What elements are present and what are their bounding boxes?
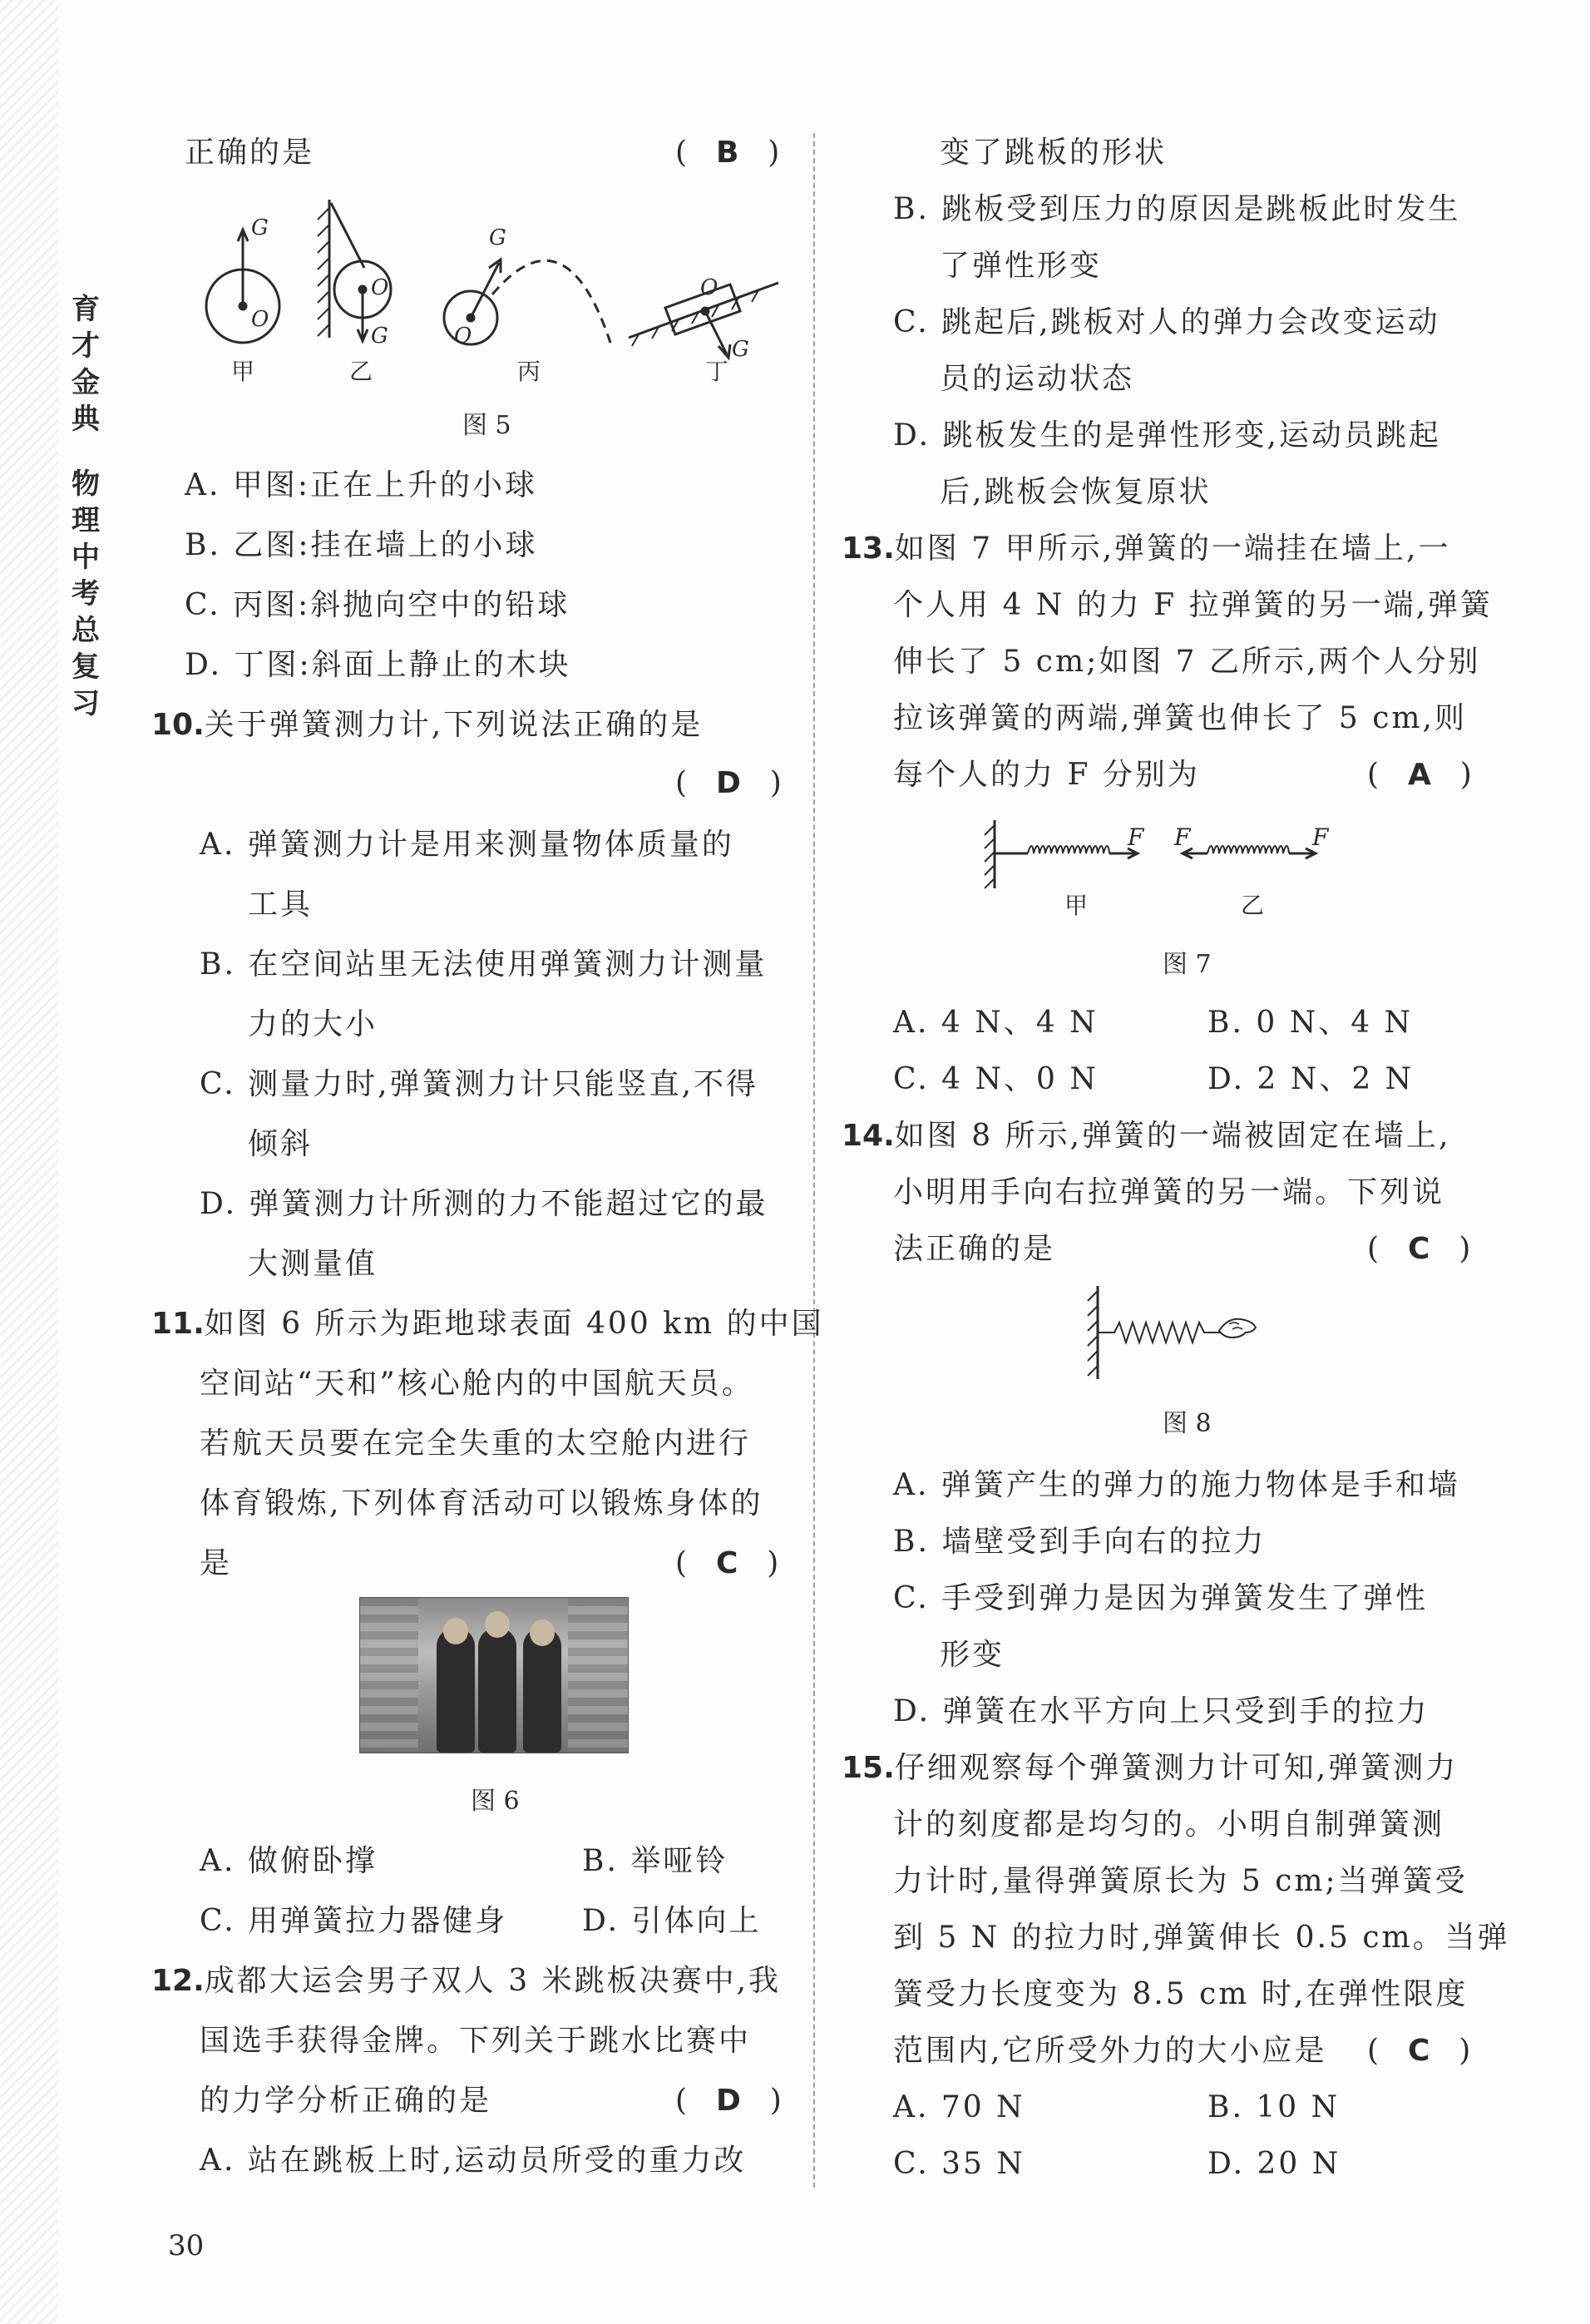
q12-stem-line-2: 国选手获得金牌。下列关于跳水比赛中: [200, 2024, 752, 2058]
figure-5-caption: 图 5: [462, 411, 511, 440]
q13-option-b[interactable]: B. 0 N、4 N: [1207, 1006, 1414, 1040]
q11-option-b[interactable]: B. 举哑铃: [582, 1844, 728, 1878]
q13-stem-line-2: 个人用 4 N 的力 F 拉弹簧的另一端,弹簧: [893, 588, 1494, 622]
q14-option-c-cont: 形变: [940, 1638, 1005, 1672]
q15-option-a[interactable]: A. 70 N: [893, 2090, 1025, 2124]
q10-option-a[interactable]: A. 弹簧测力计是用来测量物体质量的: [200, 828, 734, 862]
q15-stem-line-4: 到 5 N 的拉力时,弹簧伸长 0.5 cm。当弹: [893, 1921, 1510, 1955]
q10-option-b[interactable]: B. 在空间站里无法使用弹簧测力计测量: [200, 947, 768, 982]
q15-stem-line-3: 力计时,量得弹簧原长为 5 cm;当弹簧受: [893, 1864, 1468, 1898]
q12-stem-line-3: 的力学分析正确的是: [200, 2084, 492, 2118]
q15-option-d[interactable]: D. 20 N: [1207, 2147, 1341, 2181]
q11-answer: ( C ): [675, 1546, 783, 1580]
q15-stem-line-6: 范围内,它所受外力的大小应是: [893, 2034, 1327, 2068]
svg-text:G: G: [251, 215, 269, 240]
q13-stem-line-1: 13.如图 7 甲所示,弹簧的一端挂在墙上,一: [842, 532, 1451, 566]
spine-pattern: [0, 0, 58, 2324]
q11-stem-line-3: 若航天员要在完全失重的太空舱内进行: [200, 1427, 752, 1461]
svg-text:G: G: [732, 337, 749, 362]
svg-text:F: F: [1174, 823, 1191, 851]
q9-answer: ( B ): [675, 136, 783, 170]
figure-5: [183, 191, 782, 408]
q12-answer: ( D ): [675, 2084, 785, 2118]
q13-option-d[interactable]: D. 2 N、2 N: [1207, 1062, 1415, 1096]
q13-stem-line-5: 每个人的力 F 分别为: [893, 758, 1200, 792]
q15-option-c[interactable]: C. 35 N: [893, 2147, 1025, 2181]
svg-text:F: F: [1312, 823, 1329, 851]
q15-stem-line-1: 15.仔细观察每个弹簧测力计可知,弹簧测力: [842, 1751, 1459, 1785]
q11-stem-line-2: 空间站“天和”核心舱内的中国航天员。: [200, 1367, 754, 1401]
svg-text:O: O: [371, 275, 389, 300]
figure-7-caption: 图 7: [1163, 950, 1212, 979]
q15-option-b[interactable]: B. 10 N: [1207, 2090, 1341, 2124]
figure-7: [981, 812, 1397, 937]
q12-option-b[interactable]: B. 跳板受到压力的原因是跳板此时发生: [893, 192, 1461, 226]
svg-text:F: F: [1128, 823, 1144, 851]
svg-text:G: G: [371, 324, 388, 349]
q10-option-c[interactable]: C. 测量力时,弹簧测力计只能竖直,不得: [200, 1067, 759, 1101]
q12-option-a-cont: 变了跳板的形状: [940, 136, 1168, 170]
svg-text:丁: 丁: [705, 358, 729, 385]
series-title: 育 才 金 典 物 理 中 考 总 复 习: [72, 293, 101, 720]
q11-option-c[interactable]: C. 用弹簧拉力器健身: [200, 1904, 508, 1938]
q9-option-a[interactable]: A. 甲图:正在上升的小球: [185, 468, 538, 502]
q14-option-d[interactable]: D. 弹簧在水平方向上只受到手的拉力: [893, 1694, 1430, 1728]
q12-option-b-cont: 了弹性形变: [940, 249, 1103, 283]
q14-stem-line-2: 小明用手向右拉弹簧的另一端。下列说: [893, 1175, 1445, 1209]
figure-8-caption: 图 8: [1163, 1409, 1212, 1438]
q10-answer: ( D ): [675, 766, 785, 800]
q10-option-d-cont: 大测量值: [248, 1247, 378, 1281]
svg-text:O: O: [454, 324, 472, 349]
q13-stem-line-4: 拉该弹簧的两端,弹簧也伸长了 5 cm,则: [893, 701, 1467, 735]
q11-stem-line-5: 是: [200, 1546, 233, 1580]
q10-option-c-cont: 倾斜: [248, 1127, 314, 1161]
q14-stem-line-3: 法正确的是: [893, 1232, 1056, 1266]
astronauts-photo: [359, 1597, 629, 1753]
svg-text:乙: 乙: [1241, 892, 1265, 919]
q14-option-c[interactable]: C. 手受到弹力是因为弹簧发生了弹性: [893, 1581, 1429, 1615]
q11-option-a[interactable]: A. 做俯卧撑: [200, 1844, 378, 1878]
svg-text:丙: 丙: [517, 358, 541, 385]
q12-option-c[interactable]: C. 跳起后,跳板对人的弹力会改变运动: [893, 305, 1440, 339]
q13-answer: ( A ): [1367, 758, 1475, 792]
q12-option-c-cont: 员的运动状态: [940, 362, 1135, 396]
q9-option-b[interactable]: B. 乙图:挂在墙上的小球: [185, 528, 538, 562]
q12-option-d-cont: 后,跳板会恢复原状: [940, 475, 1212, 509]
page-number: 30: [168, 2229, 205, 2262]
q9-option-c[interactable]: C. 丙图:斜抛向空中的铅球: [185, 588, 570, 622]
q15-stem-line-5: 簧受力长度变为 8.5 cm 时,在弹性限度: [893, 1977, 1469, 2011]
q11-stem-line-4: 体育锻炼,下列体育活动可以锻炼身体的: [200, 1486, 763, 1520]
q15-answer: ( C ): [1367, 2034, 1474, 2068]
q11-stem-line-1: 11.如图 6 所示为距地球表面 400 km 的中国: [151, 1307, 824, 1341]
q10-option-a-cont: 工具: [248, 888, 314, 922]
q14-stem-line-1: 14.如图 8 所示,弹簧的一端被固定在墙上,: [842, 1119, 1451, 1153]
q12-option-d[interactable]: D. 跳板发生的是弹性形变,运动员跳起: [893, 418, 1441, 452]
q11-option-d[interactable]: D. 引体向上: [582, 1904, 762, 1938]
q13-option-a[interactable]: A. 4 N、4 N: [893, 1006, 1099, 1040]
q9-stem-tail: 正确的是: [185, 136, 315, 170]
q14-option-b[interactable]: B. 墙壁受到手向右的拉力: [893, 1525, 1267, 1559]
q13-option-c[interactable]: C. 4 N、0 N: [893, 1062, 1099, 1096]
svg-text:乙: 乙: [349, 358, 373, 385]
q12-option-a[interactable]: A. 站在跳板上时,运动员所受的重力改: [200, 2144, 747, 2178]
q10-option-b-cont: 力的大小: [248, 1007, 378, 1041]
svg-text:G: G: [489, 225, 506, 250]
svg-text:O: O: [251, 307, 269, 332]
q13-stem-line-3: 伸长了 5 cm;如图 7 乙所示,两个人分别: [893, 645, 1481, 679]
q12-stem-line-1: 12.成都大运会男子双人 3 米跳板决赛中,我: [151, 1964, 782, 1998]
q10-stem: 10.关于弹簧测力计,下列说法正确的是: [151, 708, 704, 742]
column-divider: [813, 133, 815, 2188]
svg-text:甲: 甲: [231, 358, 255, 385]
q14-option-a[interactable]: A. 弹簧产生的弹力的施力物体是手和墙: [893, 1468, 1460, 1502]
svg-text:甲: 甲: [1064, 892, 1089, 919]
q10-option-d[interactable]: D. 弹簧测力计所测的力不能超过它的最: [200, 1187, 768, 1221]
figure-8: [1081, 1281, 1297, 1389]
q14-answer: ( C ): [1367, 1232, 1474, 1266]
svg-text:O: O: [700, 275, 718, 300]
q9-option-d[interactable]: D. 丁图:斜面上静止的木块: [185, 648, 571, 682]
figure-6-caption: 图 6: [471, 1787, 520, 1816]
q15-stem-line-2: 计的刻度都是均匀的。小明自制弹簧测: [893, 1807, 1445, 1842]
